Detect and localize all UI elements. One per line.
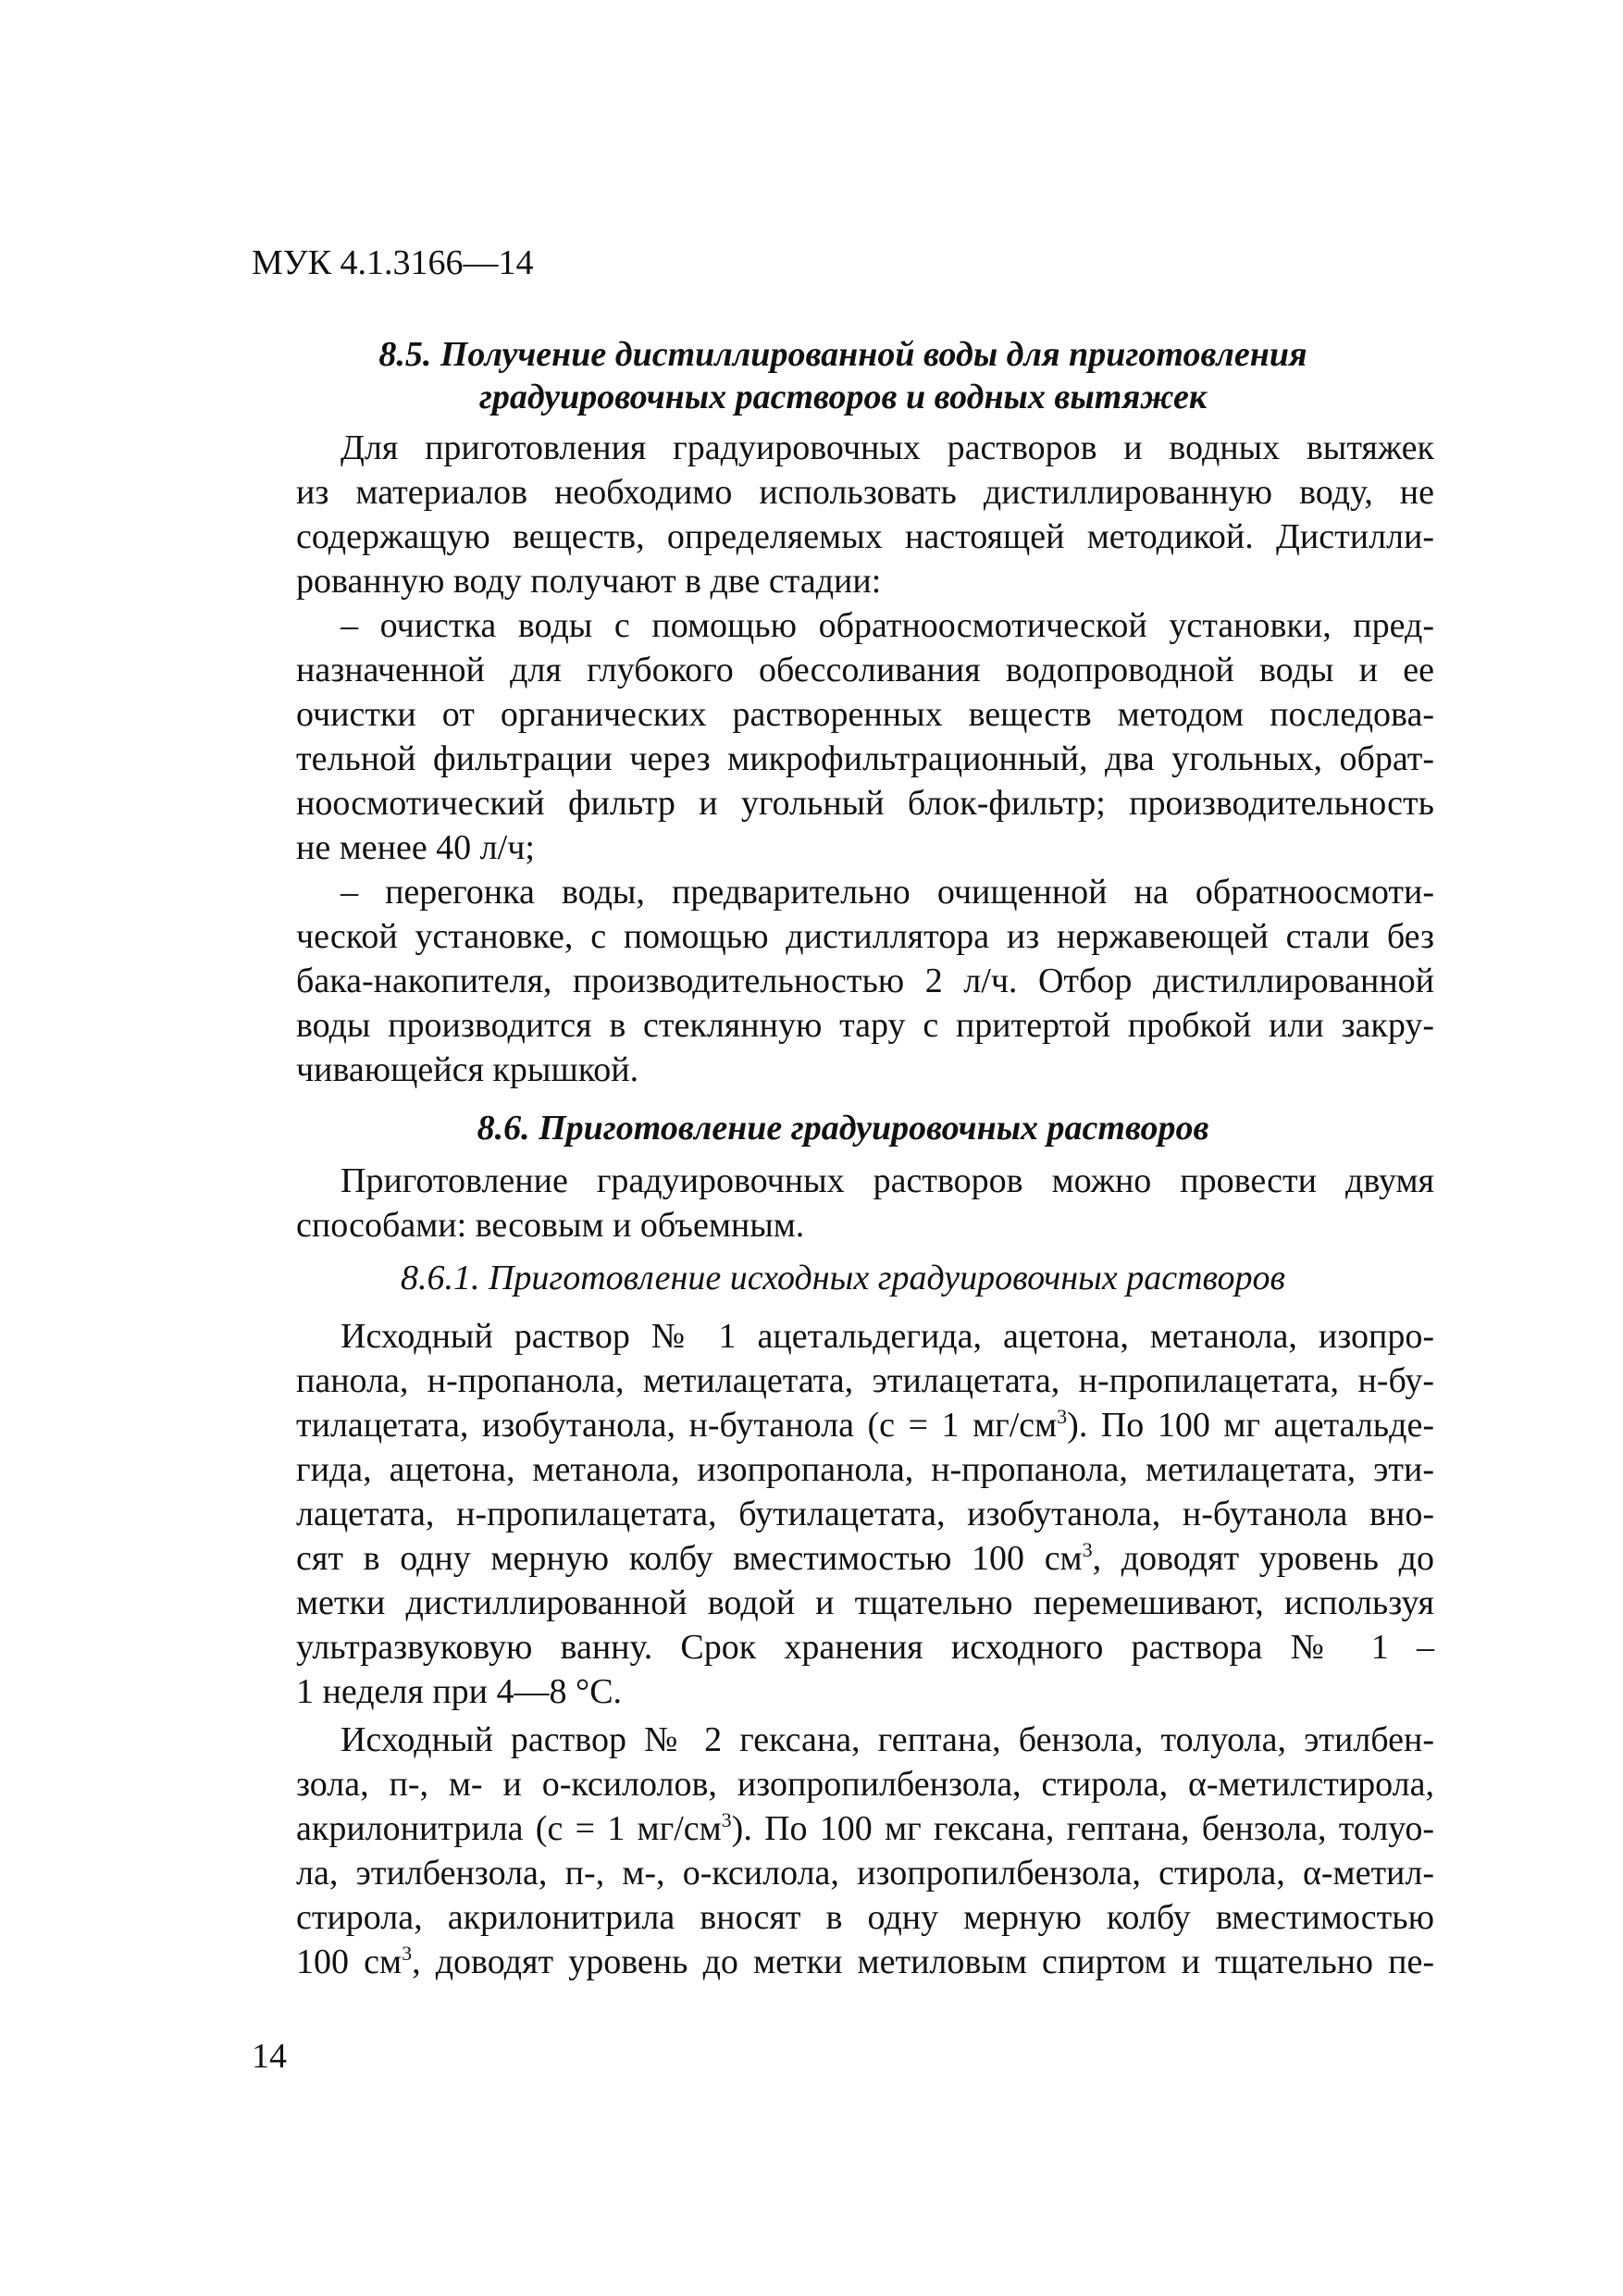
- text-line: содержащую веществ, определяемых настоящей методикой. Дистилли-: [296, 517, 1434, 556]
- section-8-5-paragraph-1: [252, 426, 1434, 603]
- text-line: Для приготовления градуировочных растворов и водных вытяжек: [341, 428, 1434, 467]
- stock-solution-1-paragraph: [252, 1314, 1434, 1714]
- superscript: 3: [721, 1808, 732, 1831]
- section-8-5-title-line1: 8.5. Получение дистиллированной воды для приготовления: [378, 335, 1307, 374]
- section-8-6-title: 8.6. Приготовление градуировочных растворов: [477, 1109, 1209, 1148]
- text-line: зола, п-, м- и о-ксилолов, изопропилбензола, стирола, α-метилстирола,: [296, 1765, 1434, 1804]
- text-line: лацетата, н-пропилацетата, бутилацетата, изобутанола, н-бутанола вно-: [296, 1495, 1434, 1533]
- section-8-5-title-line2: градуировочных растворов и водных вытяжек: [478, 378, 1208, 416]
- text-line: из материалов необходимо использовать дистиллированную воду, не: [296, 473, 1434, 512]
- text-line: ноосмотический фильтр и угольный блок-фильтр; производительность: [296, 784, 1434, 823]
- text-line: очистки от органических растворенных веществ методом последова-: [296, 695, 1434, 734]
- section-8-6: [252, 1107, 1434, 1149]
- text-line: Исходный раствор № 2 гексана, гептана, бензола, толуола, этилбен-: [341, 1720, 1434, 1759]
- text-line: назначенной для глубокого обессоливания водопроводной воды и ее: [296, 651, 1434, 689]
- document-code-header: МУК 4.1.3166—14: [252, 243, 534, 282]
- text-line: сят в одну мерную колбу вместимостью 100 $см^3$, доводят уровень до: [296, 1538, 1434, 1578]
- text-line: Исходный раствор № 1 ацетальдегида, ацетона, метанола, изопро-: [341, 1317, 1434, 1356]
- text-line: рованную воду получают в две стадии:: [296, 562, 882, 601]
- superscript: 3: [1082, 1538, 1093, 1561]
- text-line: гида, ацетона, метанола, изопропанола, н-пропанола, метилацетата, эти-: [296, 1450, 1434, 1489]
- section-8-6-paragraph-1: [252, 1159, 1434, 1247]
- section-8-5-paragraph-2: [252, 603, 1434, 870]
- section-8-5-paragraph-3: [252, 870, 1434, 1092]
- stock-solution-2-paragraph: [252, 1718, 1434, 1984]
- superscript: 3: [402, 1942, 413, 1965]
- text-line: тилацетата, изобутанола, н-бутанола (с = 1 $мг/см^3$). По 100 мг ацетальде-: [296, 1405, 1434, 1445]
- text-line: ла, этилбензола, п-, м-, о-ксилола, изопропилбензола, стирола, α-метил-: [296, 1854, 1434, 1893]
- text-line: ультразвуковую ванну. Срок хранения исходного раствора № 1 –: [296, 1628, 1434, 1667]
- subsection-8-6-1-title: 8.6.1. Приготовление исходных градуировочных растворов: [400, 1259, 1286, 1297]
- text-line: – очистка воды с помощью обратноосмотической установки, пред-: [341, 606, 1434, 645]
- text-line: чивающейся крышкой.: [296, 1050, 639, 1089]
- text-line: воды производится в стеклянную тару с притертой пробкой или закру-: [296, 1006, 1434, 1045]
- text-line: метки дистиллированной водой и тщательно перемешивают, используя: [296, 1583, 1434, 1622]
- text-line: способами: весовым и объемным.: [296, 1206, 805, 1245]
- text-line: 1 неделя при 4—8 °С.: [296, 1672, 623, 1711]
- text-line: бака-накопителя, производительностью 2 л/ч. Отбор дистиллированной: [296, 962, 1434, 1000]
- section-8-5-title: [252, 333, 1434, 418]
- text-line: Приготовление градуировочных растворов можно провести двумя: [341, 1161, 1434, 1200]
- text-line: 100 $см^3$, доводят уровень до метки метиловым спиртом и тщательно пе-: [296, 1942, 1434, 1981]
- text-line: стирола, акрилонитрила вносят в одну мерную колбу вместимостью: [296, 1898, 1434, 1937]
- text-line: тельной фильтрации через микрофильтрационный, два угольных, обрат-: [296, 739, 1434, 778]
- text-line: акрилонитрила (с = 1 $мг/см^3$). По 100 мг гексана, гептана, бензола, толуо-: [296, 1808, 1434, 1848]
- text-line: не менее 40 л/ч;: [296, 828, 535, 867]
- text-line: панола, н-пропанола, метилацетата, этилацетата, н-пропилацетата, н-бу-: [296, 1361, 1434, 1400]
- page-number: 14: [252, 2037, 287, 2076]
- subsection-8-6-1: [252, 1257, 1434, 1299]
- superscript: 3: [1057, 1405, 1068, 1428]
- text-line: ческой установке, с помощью дистиллятора из нержавеющей стали без: [296, 917, 1434, 956]
- text-line: – перегонка воды, предварительно очищенной на обратноосмоти-: [341, 873, 1434, 912]
- section-8-5: [252, 333, 1434, 418]
